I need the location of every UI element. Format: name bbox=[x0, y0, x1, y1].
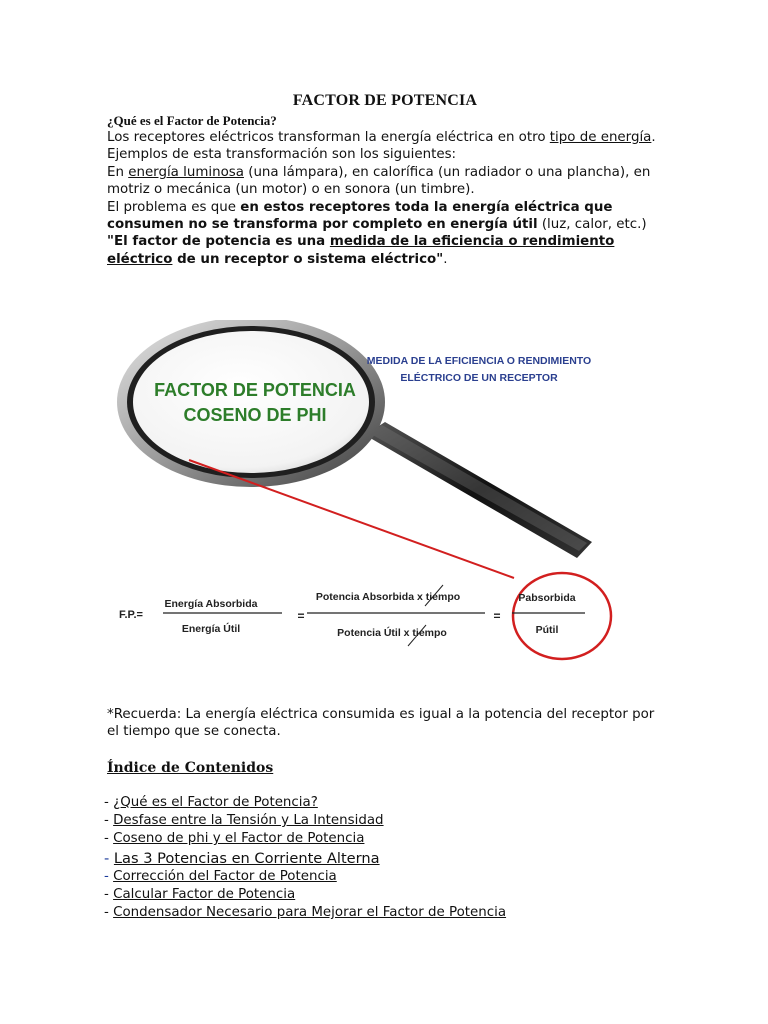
reminder-note: *Recuerda: La energía eléctrica consumida es igual a la potencia del receptor por el tiempo que se conecta. bbox=[107, 707, 655, 740]
definition-quote bbox=[107, 233, 667, 268]
page-title: FACTOR DE POTENCIA bbox=[292, 92, 478, 109]
link-medida-eficiencia[interactable]: medida de la eficiencia o rendimiento eléctrico bbox=[107, 234, 615, 267]
intro-end: . bbox=[651, 130, 656, 145]
examples-intro: Ejemplos de esta transformación son los siguientes: bbox=[107, 147, 457, 163]
list-dash: - bbox=[104, 905, 114, 921]
denominator-1: Energía Útil bbox=[181, 623, 241, 635]
list-item bbox=[104, 868, 664, 886]
list-item bbox=[104, 794, 664, 812]
magnifier-handle bbox=[365, 422, 592, 558]
caption-line-2: ELÉCTRICO DE UN RECEPTOR bbox=[400, 372, 558, 384]
list-dash: - bbox=[104, 868, 114, 884]
highlight-circle bbox=[513, 573, 611, 659]
power-factor-figure bbox=[107, 320, 667, 690]
index-link-calcular[interactable]: Calcular Factor de Potencia bbox=[113, 886, 296, 902]
equals-1: = bbox=[297, 609, 305, 623]
equals-2: = bbox=[493, 609, 501, 623]
index-link-correccion[interactable]: Corrección del Factor de Potencia bbox=[113, 868, 337, 884]
formula bbox=[119, 585, 585, 646]
numerator-1: Energía Absorbida bbox=[164, 598, 258, 610]
lens-line-1: FACTOR DE POTENCIA bbox=[154, 380, 356, 400]
caption-line-1: MEDIDA DE LA EFICIENCIA O RENDIMIENTO bbox=[366, 355, 592, 367]
quote-dot: . bbox=[443, 251, 448, 267]
lens-line-2: COSENO DE PHI bbox=[183, 405, 327, 425]
magnifier-lens bbox=[117, 320, 385, 487]
quote-start: "El factor de potencia es una bbox=[107, 234, 330, 250]
link-tipo-de-energia[interactable]: tipo de energía bbox=[549, 130, 652, 145]
quote-end: de un receptor o sistema eléctrico" bbox=[172, 251, 444, 267]
article-body bbox=[107, 92, 667, 268]
numerator-3: Pabsorbida bbox=[518, 592, 576, 604]
contents-index bbox=[104, 794, 664, 922]
list-item bbox=[104, 849, 664, 868]
examples-start: En bbox=[107, 164, 129, 180]
link-energia-luminosa[interactable]: energía luminosa bbox=[128, 164, 244, 180]
list-dash: - bbox=[104, 813, 114, 829]
list-dash: - bbox=[104, 831, 114, 847]
index-link-desfase[interactable]: Desfase entre la Tensión y La Intensidad bbox=[113, 813, 384, 829]
examples-paragraph bbox=[107, 164, 667, 199]
list-item bbox=[104, 812, 664, 830]
list-dash: - bbox=[104, 795, 114, 810]
list-dash: - bbox=[104, 849, 114, 867]
list-dash: - bbox=[104, 886, 114, 902]
problem-bold: en estos receptores toda la energía eléctrica que consumen no se transforma por completo en energía útil bbox=[107, 199, 613, 233]
examples-rest: (una lámpara), en calorífica (un radiador o una plancha), en motriz o mecánica (un motor) o en sonora (un timbre). bbox=[107, 164, 651, 198]
numerator-2: Potencia Absorbida x tiempo bbox=[315, 591, 461, 603]
intro-paragraph bbox=[107, 129, 667, 146]
list-item bbox=[104, 886, 664, 904]
section-heading: ¿Qué es el Factor de Potencia? bbox=[107, 113, 277, 128]
intro-text: Los receptores eléctricos transforman la energía eléctrica en otro bbox=[107, 130, 550, 145]
problem-start: El problema es que bbox=[107, 199, 241, 215]
index-heading: Índice de Contenidos bbox=[107, 760, 274, 776]
problem-rest: (luz, calor, etc.) bbox=[537, 217, 647, 233]
index-link-3-potencias[interactable]: Las 3 Potencias en Corriente Alterna bbox=[113, 849, 380, 867]
fp-label: F.P.= bbox=[119, 609, 143, 621]
power-factor-illustration bbox=[107, 320, 667, 690]
list-item bbox=[104, 830, 664, 848]
index-link-que-es[interactable]: ¿Qué es el Factor de Potencia? bbox=[113, 795, 318, 810]
denominator-2: Potencia Útil x tiempo bbox=[337, 627, 447, 639]
denominator-3: Pútil bbox=[535, 624, 559, 636]
index-link-condensador[interactable]: Condensador Necesario para Mejorar el Factor de Potencia bbox=[113, 905, 507, 921]
list-item bbox=[104, 904, 664, 922]
problem-paragraph bbox=[107, 199, 667, 234]
index-link-coseno-phi[interactable]: Coseno de phi y el Factor de Potencia bbox=[113, 831, 365, 847]
